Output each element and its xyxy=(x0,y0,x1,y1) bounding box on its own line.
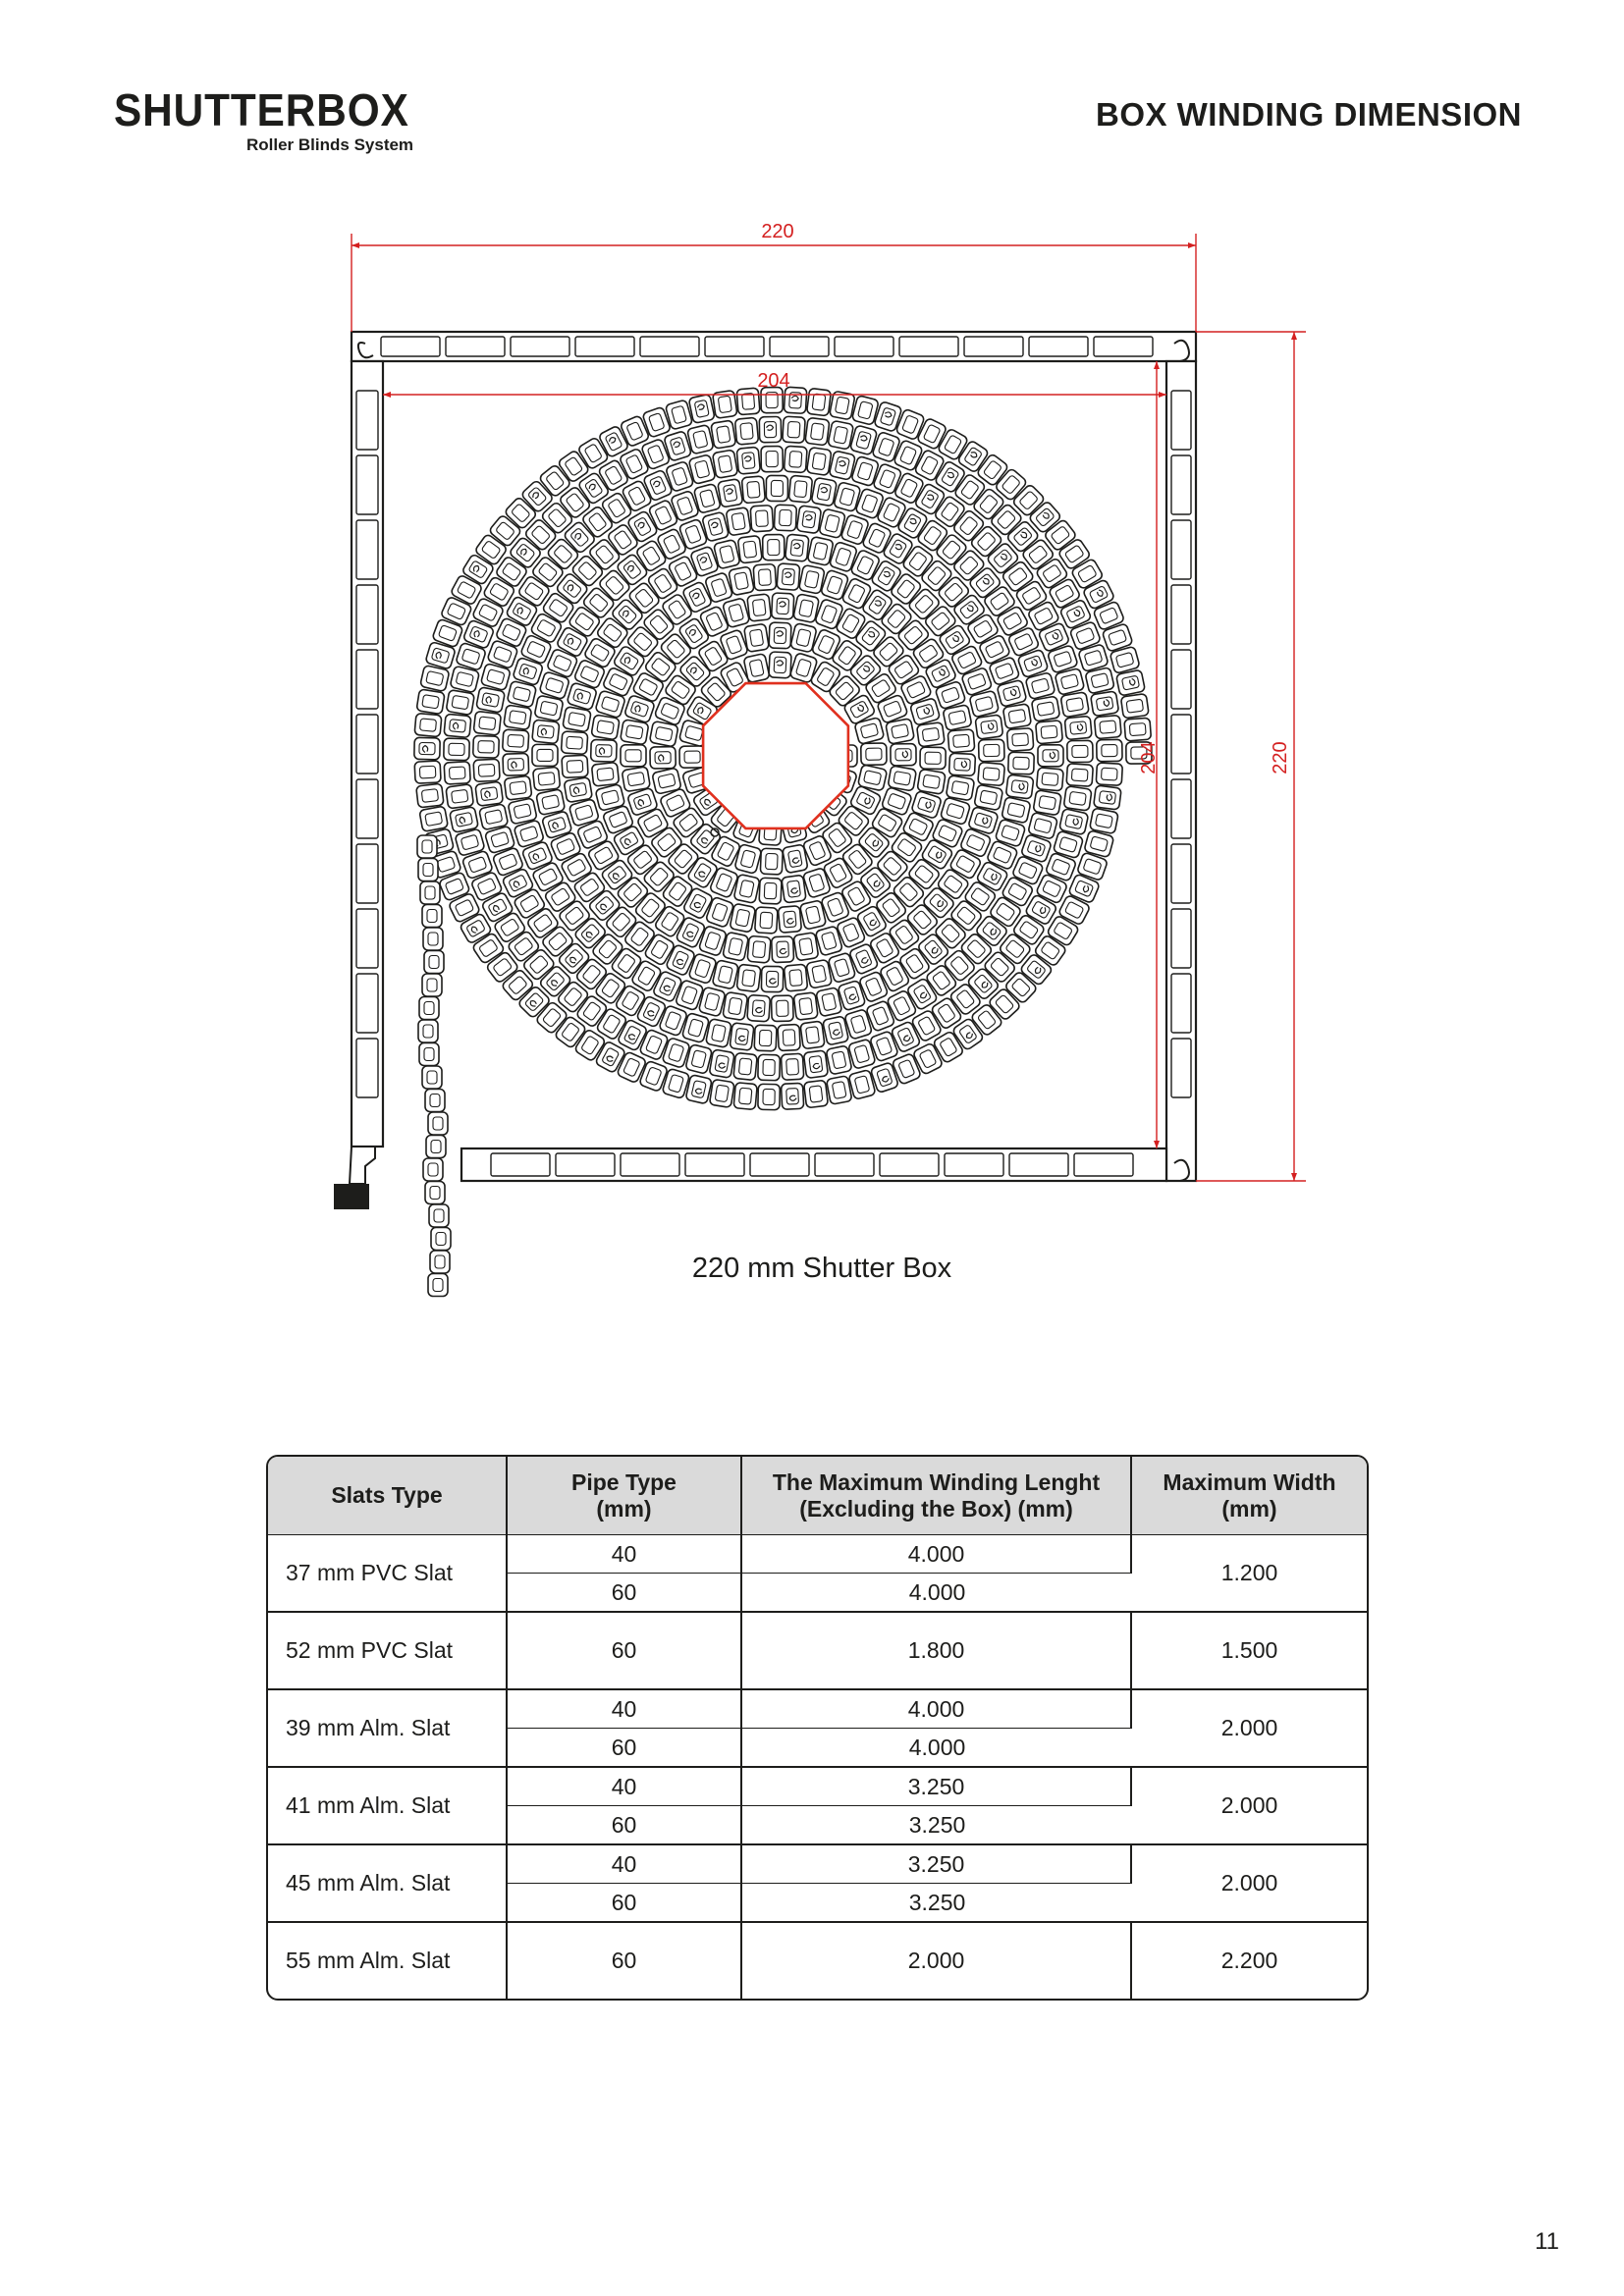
slat-link xyxy=(1059,809,1089,835)
slat-link xyxy=(783,844,808,874)
slat-link xyxy=(774,505,796,531)
slat-link xyxy=(1066,764,1093,787)
cell-max-winding: 4.000 xyxy=(742,1574,1132,1613)
cell-pipe-type: 40 xyxy=(508,1845,742,1884)
slat-link xyxy=(793,933,819,961)
hanging-slat xyxy=(429,1204,449,1227)
cell-slat-type: 45 mm Alm. Slat xyxy=(268,1845,508,1923)
hanging-slat xyxy=(424,951,444,974)
header-text: (mm) xyxy=(1221,1495,1277,1522)
pipe-outline xyxy=(703,683,848,828)
table-row xyxy=(268,1845,1367,1884)
arrow xyxy=(383,392,391,398)
brush-seal xyxy=(334,1184,369,1209)
hanging-slat xyxy=(423,928,443,950)
col-header-slats-type xyxy=(268,1457,508,1535)
arrow xyxy=(352,242,359,248)
slat-link xyxy=(729,566,755,596)
slat-link xyxy=(1033,790,1061,816)
header-text: Slats Type xyxy=(331,1482,443,1508)
col-header-max-winding xyxy=(742,1457,1132,1535)
slat-link xyxy=(826,1045,852,1075)
slat-link xyxy=(479,804,509,830)
slat-link xyxy=(733,1083,757,1110)
slat-link xyxy=(709,1049,734,1078)
top-profile xyxy=(352,332,1196,361)
dim-outer-height: 220 xyxy=(1270,741,1291,774)
cell-slat-type: 39 mm Alm. Slat xyxy=(268,1690,508,1768)
slat-link xyxy=(761,966,783,991)
slat-link xyxy=(784,964,807,991)
slat-link xyxy=(796,506,821,534)
slat-link xyxy=(804,1080,829,1107)
arrow xyxy=(1188,242,1196,248)
arrow xyxy=(1291,332,1297,340)
slat-link xyxy=(806,388,831,415)
slat-link xyxy=(533,767,561,790)
slat-link xyxy=(1002,704,1031,729)
slat-link xyxy=(736,388,760,415)
slat-link xyxy=(723,991,748,1020)
cell-max-width: 2.000 xyxy=(1132,1690,1367,1768)
slat-link xyxy=(805,417,830,446)
cell-max-winding: 4.000 xyxy=(742,1729,1132,1768)
cell-pipe-type: 60 xyxy=(508,1806,742,1845)
slat-link xyxy=(685,1075,712,1104)
slat-link xyxy=(1094,785,1122,810)
slat-link xyxy=(917,769,946,794)
hanging-slat xyxy=(420,881,440,904)
table-row xyxy=(268,1613,1367,1690)
slat-link xyxy=(828,420,854,450)
col-header-pipe-type xyxy=(508,1457,742,1535)
slat-link xyxy=(444,762,470,784)
slat-link xyxy=(783,416,805,443)
slat-link xyxy=(563,707,592,732)
slat-link xyxy=(861,743,887,765)
slat-link xyxy=(891,744,916,766)
cell-max-width: 2.000 xyxy=(1132,1845,1367,1923)
slat-link xyxy=(917,722,946,747)
cell-max-winding: 3.250 xyxy=(742,1884,1132,1923)
slat-link xyxy=(777,563,800,590)
slat-link xyxy=(747,935,771,963)
slat-link xyxy=(650,747,676,769)
col-header-max-width xyxy=(1132,1457,1367,1535)
seal-profile xyxy=(350,1147,375,1184)
slat-link xyxy=(709,1079,734,1107)
slat-link xyxy=(1090,808,1119,834)
slat-link xyxy=(1097,739,1122,761)
slat-link xyxy=(446,784,474,809)
cell-slat-type: 52 mm PVC Slat xyxy=(268,1613,508,1690)
hanging-slat xyxy=(422,905,442,928)
slat-link xyxy=(763,534,785,560)
cell-max-winding: 4.000 xyxy=(742,1690,1132,1729)
arrow xyxy=(1154,361,1160,369)
slat-link xyxy=(414,713,442,736)
slat-link xyxy=(1094,716,1121,739)
cell-pipe-type: 60 xyxy=(508,1884,742,1923)
slat-link xyxy=(504,705,532,730)
slat-link xyxy=(943,705,972,731)
slat-link xyxy=(621,745,646,767)
page-title: BOX WINDING DIMENSION xyxy=(1095,96,1522,133)
slat-link xyxy=(1060,692,1089,718)
table-row xyxy=(268,1690,1367,1729)
cell-slat-type: 37 mm PVC Slat xyxy=(268,1535,508,1613)
slat-link xyxy=(536,789,566,816)
slat-link xyxy=(1008,752,1035,774)
cell-max-winding: 3.250 xyxy=(742,1845,1132,1884)
slat-link xyxy=(826,1076,851,1105)
slat-link xyxy=(758,1054,781,1080)
slat-link xyxy=(1064,716,1092,739)
cell-pipe-type: 60 xyxy=(508,1923,742,1999)
slat-link xyxy=(534,695,564,721)
slat-link xyxy=(688,394,715,423)
cell-max-width: 1.200 xyxy=(1132,1535,1367,1613)
slat-link xyxy=(781,1053,803,1080)
cell-max-winding: 2.000 xyxy=(742,1923,1132,1999)
cell-slat-type: 41 mm Alm. Slat xyxy=(268,1768,508,1845)
table-row xyxy=(268,1768,1367,1806)
slat-link xyxy=(784,446,807,472)
slat-link xyxy=(532,720,560,744)
slat-link xyxy=(416,689,445,715)
hanging-slat xyxy=(426,1136,446,1158)
slat-link xyxy=(1116,669,1146,696)
cell-pipe-type: 60 xyxy=(508,1613,742,1690)
slat-link xyxy=(816,988,842,1017)
slat-link xyxy=(781,1083,803,1109)
slat-link xyxy=(761,446,783,471)
slat-link xyxy=(652,768,681,794)
slat-link xyxy=(736,964,761,991)
slat-link xyxy=(532,744,558,766)
hanging-slat xyxy=(419,997,439,1020)
slat-link xyxy=(734,417,758,445)
cell-pipe-type: 40 xyxy=(508,1535,742,1574)
slat-link xyxy=(591,739,618,762)
slat-link xyxy=(1096,763,1122,785)
slat-link xyxy=(1037,768,1064,791)
slat-link xyxy=(755,907,778,934)
cell-max-winding: 3.250 xyxy=(742,1806,1132,1845)
slat-link xyxy=(785,534,810,561)
slat-link xyxy=(503,753,529,775)
slat-link xyxy=(706,1019,732,1048)
page-number: 11 xyxy=(1535,2228,1559,2255)
slat-link xyxy=(621,720,649,745)
brand-tagline: Roller Blinds System xyxy=(246,135,414,154)
cell-pipe-type: 40 xyxy=(508,1690,742,1729)
arrow xyxy=(1159,392,1166,398)
slat-link xyxy=(1085,667,1114,694)
header-text: The Maximum Winding Lenght xyxy=(772,1468,1101,1495)
slat-link xyxy=(504,775,532,800)
table-header-row xyxy=(268,1457,1367,1535)
winding-spec-table xyxy=(266,1455,1369,2001)
arrow xyxy=(1154,1141,1160,1148)
slat-link xyxy=(450,807,479,833)
slat-link xyxy=(1031,696,1059,721)
slat-link xyxy=(886,719,915,745)
slat-link xyxy=(1120,694,1149,719)
brand-name: SHUTTERBOX xyxy=(114,84,409,135)
slat-link xyxy=(733,1052,757,1080)
slat-link xyxy=(1036,721,1063,744)
cell-pipe-type: 60 xyxy=(508,1574,742,1613)
slat-link xyxy=(564,777,592,803)
slat-link xyxy=(414,737,440,760)
slat-link xyxy=(1038,745,1063,767)
hanging-slat xyxy=(431,1228,451,1251)
slat-link xyxy=(730,1023,754,1050)
header-text: (mm) xyxy=(596,1495,652,1522)
slat-link xyxy=(414,761,441,783)
cell-max-width: 2.000 xyxy=(1132,1768,1367,1845)
cell-pipe-type: 40 xyxy=(508,1768,742,1806)
hanging-slat xyxy=(422,974,442,996)
slat-link xyxy=(979,739,1005,762)
slat-link xyxy=(562,755,588,777)
slat-link xyxy=(772,936,794,963)
dim-inner-height: 204 xyxy=(1138,741,1160,774)
hanging-slat xyxy=(422,1066,442,1089)
slat-link xyxy=(744,623,770,652)
left-profile xyxy=(352,361,383,1147)
slat-link xyxy=(444,714,471,737)
slat-link xyxy=(947,729,975,753)
slat-link xyxy=(759,416,781,442)
table-row xyxy=(268,1923,1367,1999)
slat-link xyxy=(946,775,974,801)
slat-link xyxy=(759,878,782,904)
slat-link xyxy=(975,715,1003,739)
hanging-slat xyxy=(418,859,438,881)
slat-link xyxy=(771,995,793,1022)
slat-link xyxy=(747,594,772,621)
cell-max-winding: 4.000 xyxy=(742,1535,1132,1574)
slat-link xyxy=(561,731,587,755)
slat-link xyxy=(920,747,946,769)
slat-link xyxy=(476,687,506,714)
slat-link xyxy=(806,448,832,476)
slat-link xyxy=(446,690,474,716)
header-text: Maximum Width xyxy=(1163,1468,1336,1495)
slat-link xyxy=(753,563,777,590)
hanging-curtain xyxy=(417,835,451,1297)
slat-link xyxy=(1067,740,1093,762)
slat-link xyxy=(754,1025,777,1051)
cell-max-width: 1.500 xyxy=(1132,1613,1367,1690)
slat-link xyxy=(1005,774,1034,799)
hanging-slat xyxy=(428,1112,448,1135)
cell-max-width: 2.200 xyxy=(1220,1948,1278,1973)
slat-link xyxy=(508,798,537,825)
bottom-profile xyxy=(461,1148,1166,1181)
slat-link xyxy=(823,1016,849,1045)
slat-link xyxy=(799,900,826,930)
hanging-slat xyxy=(419,1043,439,1066)
slat-link xyxy=(473,759,500,781)
drawing-caption: 220 mm Shutter Box xyxy=(691,1253,952,1284)
cell-max-winding: 1.800 xyxy=(742,1613,1132,1690)
hanging-slat xyxy=(417,835,437,858)
slat-link xyxy=(419,806,449,831)
slat-link xyxy=(793,992,818,1020)
slat-link xyxy=(760,848,783,875)
table-body xyxy=(268,1535,1367,1999)
cell-max-winding: 3.250 xyxy=(742,1768,1132,1806)
slat-link xyxy=(1006,728,1033,752)
slat-link xyxy=(711,420,736,449)
header-text: (Excluding the Box) (mm) xyxy=(799,1495,1073,1522)
dim-inner-width: 204 xyxy=(757,370,790,392)
slat-link xyxy=(766,475,787,501)
slat-link xyxy=(803,1050,828,1079)
slat-link xyxy=(503,729,529,752)
slat-link xyxy=(679,746,705,768)
slat-link xyxy=(788,475,812,503)
dim-outer-width: 220 xyxy=(761,221,794,242)
slat-link xyxy=(444,738,469,761)
slat-link xyxy=(420,665,450,691)
slat-link xyxy=(750,506,773,532)
slat-link xyxy=(778,906,801,934)
slat-link xyxy=(473,735,500,758)
slat-link xyxy=(416,783,444,808)
slat-link xyxy=(718,479,743,507)
slat-link xyxy=(747,994,771,1021)
slat-link xyxy=(778,1024,800,1050)
slat-link xyxy=(1063,786,1092,811)
slat-link xyxy=(782,875,806,903)
slat-link xyxy=(475,781,504,806)
slat-link xyxy=(712,450,737,478)
hanging-slat xyxy=(425,1182,445,1204)
slat-link xyxy=(948,753,975,775)
slat-link xyxy=(622,767,650,792)
slat-link xyxy=(473,711,501,735)
slat-link xyxy=(806,959,833,988)
slat-link xyxy=(591,762,619,786)
table-row xyxy=(268,1535,1367,1574)
slat-link xyxy=(736,447,760,474)
slat-link xyxy=(888,766,916,791)
slat-link xyxy=(800,1021,825,1049)
header-text: Pipe Type xyxy=(571,1468,677,1495)
slat-link xyxy=(811,477,837,507)
arrow xyxy=(1291,1173,1297,1181)
slat-link xyxy=(769,652,791,678)
slat-link xyxy=(772,593,794,619)
slat-link xyxy=(726,507,751,536)
hanging-slat xyxy=(423,1158,443,1181)
cell-slat-type: 55 mm Alm. Slat xyxy=(268,1923,508,1999)
right-profile xyxy=(1166,361,1196,1181)
cell-pipe-type: 60 xyxy=(508,1729,742,1768)
slat-link xyxy=(591,715,620,740)
slat-link xyxy=(974,784,1003,811)
slat-link xyxy=(741,476,765,504)
slat-link xyxy=(1124,718,1152,741)
slat-link xyxy=(743,654,770,683)
slat-link xyxy=(758,1084,780,1109)
slat-link xyxy=(1091,691,1119,717)
slat-link xyxy=(737,535,762,563)
hanging-slat xyxy=(418,1020,438,1042)
slat-link xyxy=(769,622,791,649)
hanging-slat xyxy=(425,1090,445,1112)
slat-link xyxy=(978,762,1005,785)
